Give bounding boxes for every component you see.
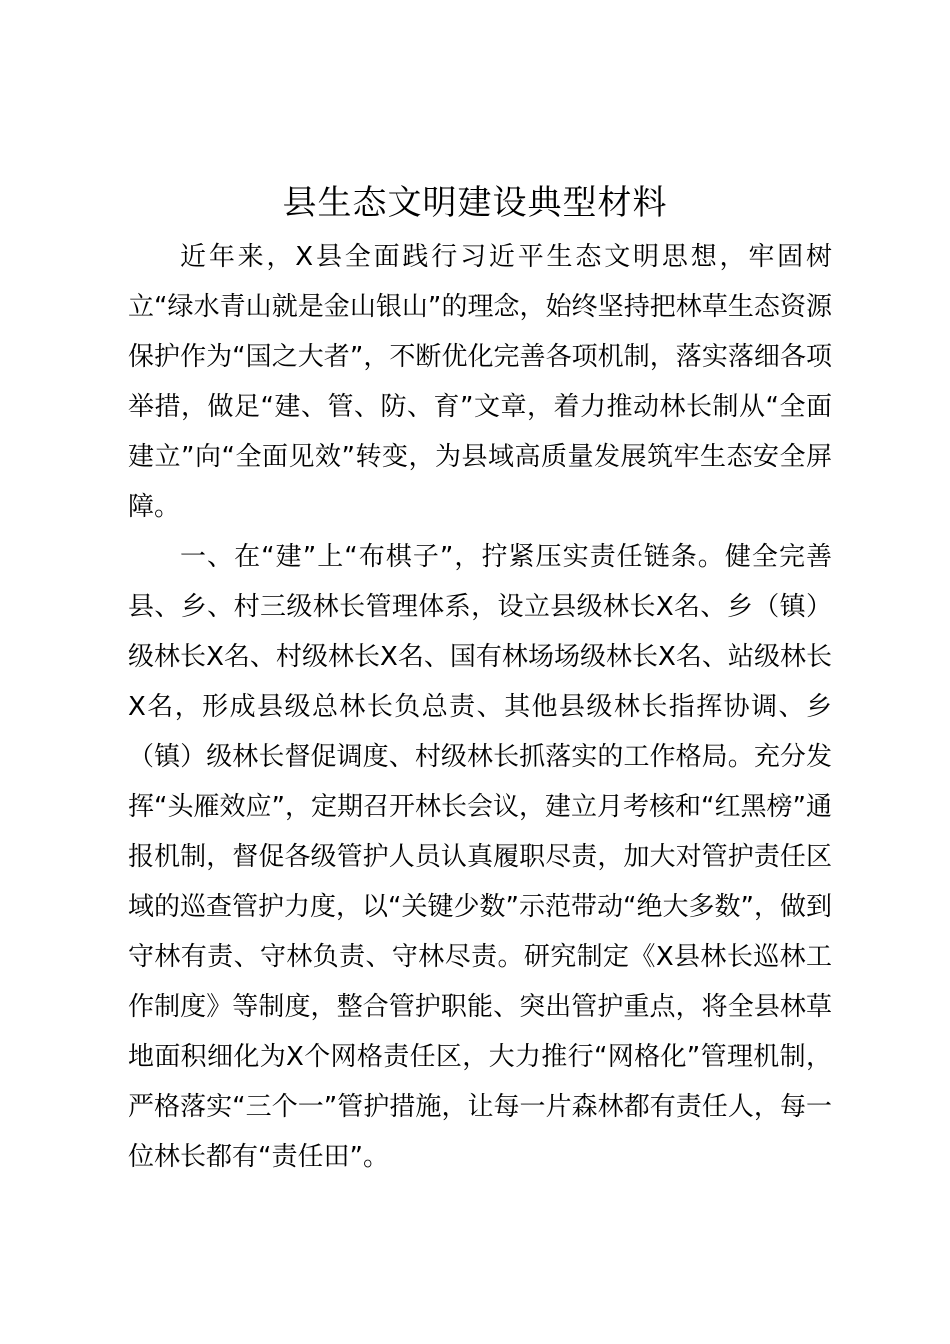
document-title: 县生态文明建设典型材料 bbox=[282, 183, 668, 223]
paragraph-intro: 近年来，X县全面践行习近平生态文明思想，牢固树立“绿水青山就是金山银山”的理念，始终坚持把林草生态资源保护作为“国之大者”，不断优化完善各项机制，落实落细各项举措，做足“建、管、防、育”文章，着力推动林长制从“全面建立”向“全面见效”转变，为县域高质量发展筑牢生态安全屏障。 bbox=[128, 242, 832, 522]
document-body bbox=[128, 232, 832, 1182]
paragraph-section-one: 一、在“建”上“布棋子”，拧紧压实责任链条。健全完善县、乡、村三级林长管理体系，设立县级林长X名、乡（镇）级林长X名、村级林长X名、国有林场场级林长X名、站级林长X名，形成县级总林长负总责、其他县级林长指挥协调、乡（镇）级林长督促调度、村级林长抓落实的工作格局。充分发挥“头雁效应”，定期召开林长会议，建立月考核和“红黑榜”通报机制，督促各级管护人员认真履职尽责，加大对管护责任区域的巡查管护力度，以“关键少数”示范带动“绝大多数”，做到守林有责、守林负责、守林尽责。研究制定《X县林长巡林工作制度》等制度，整合管护职能、突出管护重点，将全县林草地面积细化为X个网格责任区，大力推行“网格化”管理机制，严格落实“三个一”管护措施，让每一片森林都有责任人，每一位林长都有“责任田”。 bbox=[128, 542, 832, 1172]
